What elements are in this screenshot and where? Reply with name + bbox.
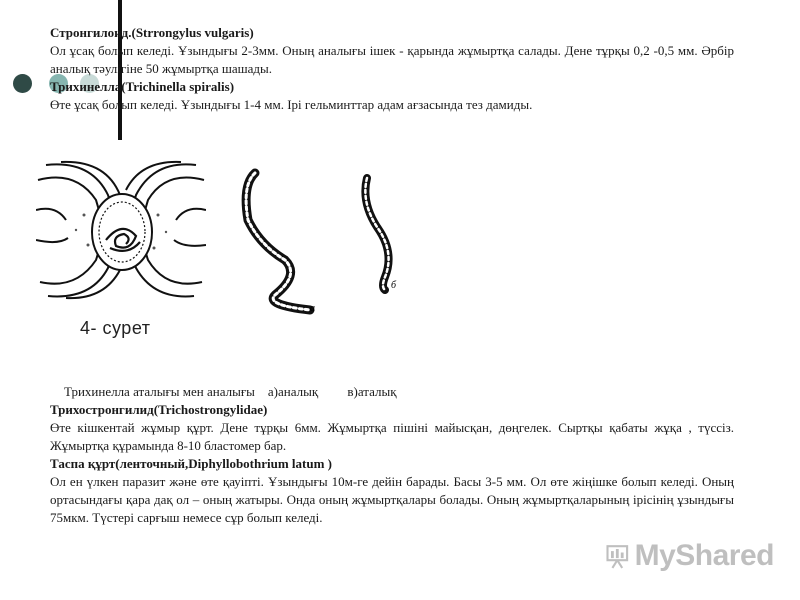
heading-tapeworm: Таспа құрт(ленточный,Diphyllobothrium latum ) xyxy=(50,456,333,471)
presentation-board-icon xyxy=(604,537,631,575)
label-b: б xyxy=(391,280,397,291)
heading-trichostrongylid: Трихостронгилид(Trichostrongylidae) xyxy=(50,402,268,417)
paragraph-trichostrongylid: Өте кішкентай жұмыр құрт. Дене тұрқы 6мм. Жұмыртқа пішіні майысқан, дөңгелек. Сыртқы қабаты жұқа , түссіз. Жұмыртқа құрамында 8-10 бластомер бар. xyxy=(50,420,734,453)
decor-dot-dark xyxy=(13,74,32,93)
figure-caption: 4- сурет xyxy=(80,318,151,338)
male-worm-illustration xyxy=(355,172,415,297)
heading-trichinella: Трихинелла(Trichinella spiralis) xyxy=(50,79,235,94)
female-worm-illustration xyxy=(230,165,340,315)
bottom-text-block xyxy=(50,383,734,527)
label-a: а xyxy=(310,303,315,314)
heading-strongyloid: Стронгилоид.(Strrongylus vulgaris) xyxy=(50,25,254,40)
paragraph-strongyloid: Ол ұсақ болып келеді. Ұзындығы 2-3мм. Оның аналығы ішек - қарында жұмыртқа салады. Дене тұрқы 0,2 -0,5 мм. Әрбір аналық тәулігіне 50 жұмыртқа шашады. xyxy=(50,43,734,76)
top-text-block xyxy=(50,24,734,114)
muscle-cyst-illustration xyxy=(36,160,206,300)
logo-text: MyShared xyxy=(634,539,774,572)
myshared-logo[interactable] xyxy=(604,536,774,576)
paragraph-tapeworm: Ол ен үлкен паразит және өте қауіпті. Ұзындығы 10м-ге дейін барады. Басы 3-5 мм. Ол өте жіңішке болып келеді. Оның ортасындағы қара дақ ол – оның жатыры. Онда оның жұмыртқалары болады. Оның жұмыртқаларының ірісінің ұзындығы 75мкм. Түстері сарғыш немесе сұр болып келеді. xyxy=(50,474,734,525)
figure-description: Трихинелла аталығы мен аналығы а)аналық в)аталық xyxy=(64,384,397,399)
paragraph-trichinella: Өте ұсақ болып келеді. Ұзындығы 1-4 мм. Ірі гельминттар адам ағзасында тез дамиды. xyxy=(50,97,533,112)
